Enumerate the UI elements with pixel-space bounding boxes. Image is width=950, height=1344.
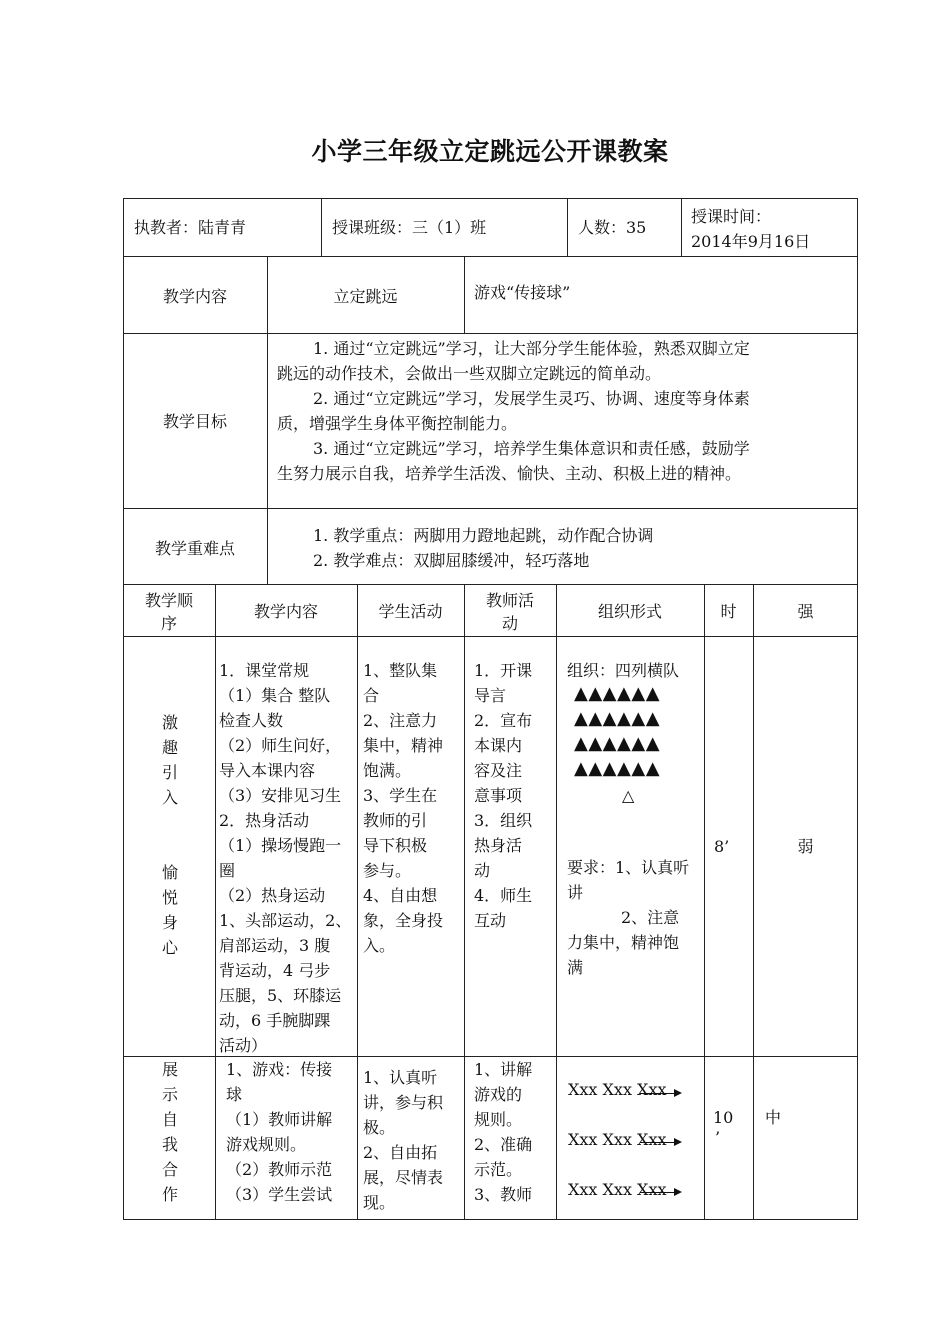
header-order: 序 [160,614,177,633]
teacher-name: 执教者：陆青青 [134,218,247,237]
requirement-line: 要求：1、认真听 [567,858,690,877]
player-row: Xxx Xxx Xxx [568,1180,667,1199]
header-content: 教学内容 [253,602,318,621]
content-item-2: 游戏“传接球” [474,283,571,302]
section1-intensity: 弱 [797,837,814,856]
formation-row: ▲▲▲▲▲▲ [574,683,661,704]
row-divider [123,508,858,509]
col-divider [267,333,268,508]
player-row: Xxx Xxx Xxx [568,1130,667,1149]
content-label: 教学内容 [162,287,227,306]
header-teacher: 教师活 [485,591,534,610]
header-intensity: 强 [797,602,814,621]
pass-arrow-icon [640,1093,680,1094]
org-title: 组织：四列横队 [567,661,680,680]
col-divider [753,584,754,1220]
formation-row: ▲▲▲▲▲▲ [574,758,661,779]
section2-intensity: 中 [765,1108,782,1127]
time-label: 授课时间： [691,207,772,226]
content-item-1: 立定跳远 [333,287,398,306]
section2-time-mark: ’ [715,1128,721,1147]
keypoint-line: 1. 教学重点：两脚用力蹬地起跳，动作配合协调 [313,526,654,545]
section2-time: 10 [713,1108,734,1127]
class-name: 授课班级：三（1）班 [332,218,487,237]
col-divider [704,584,705,1220]
formation-row: ▲▲▲▲▲▲ [574,708,661,729]
header-org: 组织形式 [597,602,662,621]
col-divider [215,584,216,1220]
col-divider [357,584,358,1220]
row-divider [123,636,858,637]
col-divider [567,198,568,256]
keypoints-label: 教学重难点 [154,539,235,558]
section1-time: 8’ [714,837,730,856]
formation-row: ▲▲▲▲▲▲ [574,733,661,754]
col-divider [321,198,322,256]
requirement-line: 力集中，精神饱 [567,933,680,952]
objective-line: 1. 通过“立定跳远”学习，让大部分学生能体验，熟悉双脚立定 [313,339,750,358]
objective-line: 3. 通过“立定跳远”学习，培养学生集体意识和责任感，鼓励学 [313,439,750,458]
header-student: 学生活动 [378,602,443,621]
col-divider [556,584,557,1220]
objective-line: 质，增强学生身体平衡控制能力。 [277,414,518,433]
col-divider [267,508,268,584]
time-value: 2014年9月16日 [691,232,811,251]
page-title: 小学三年级立定跳远公开课教案 [311,137,669,166]
keypoint-line: 2. 教学难点：双脚屈膝缓冲，轻巧落地 [313,551,590,570]
student-count: 人数：35 [578,218,647,237]
row-divider [123,333,858,334]
col-divider [464,256,465,333]
objective-line: 生努力展示自我，培养学生活泼、愉快、主动、积极上进的精神。 [277,464,742,483]
header-time: 时 [720,602,737,621]
row-divider [123,256,858,257]
header-order: 教学顺 [144,591,193,610]
col-divider [681,198,682,256]
requirement-line: 讲 [567,883,584,902]
objectives-label: 教学目标 [162,412,227,431]
objective-line: 跳远的动作技术，会做出一些双脚立定跳远的简单动。 [277,364,662,383]
requirement-line: 满 [567,958,584,977]
col-divider [464,584,465,1220]
pass-arrow-icon [640,1142,680,1143]
pass-arrow-icon [640,1192,680,1193]
objective-line: 2. 通过“立定跳远”学习，发展学生灵巧、协调、速度等身体素 [313,389,750,408]
row-divider [123,584,858,585]
requirement-line: 2、注意 [621,908,680,927]
teacher-position-mark: △ [622,786,635,805]
player-row: Xxx Xxx Xxx [568,1080,667,1099]
header-teacher: 动 [501,614,518,633]
